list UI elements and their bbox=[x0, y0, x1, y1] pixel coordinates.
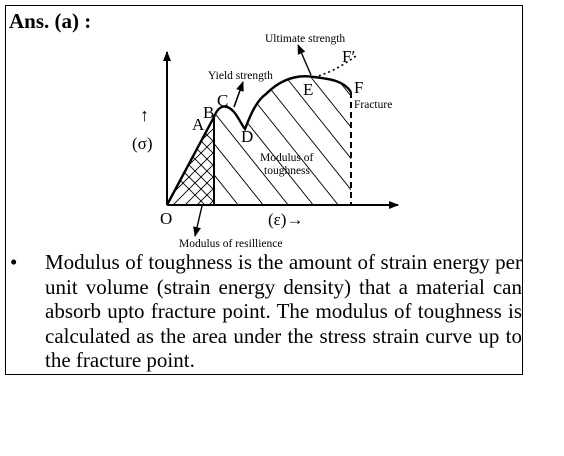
yield-strength-label: Yield strength bbox=[208, 70, 273, 82]
answer-box bbox=[5, 5, 523, 375]
bullet-marker: • bbox=[10, 250, 18, 274]
point-e-label: E bbox=[303, 80, 314, 99]
fracture-label: Fracture bbox=[354, 99, 393, 111]
ultimate-strength-label: Ultimate strength bbox=[265, 33, 346, 45]
stress-strain-diagram bbox=[6, 6, 522, 250]
stress-axis-arrow: ↑ bbox=[140, 105, 149, 125]
yield-strength-pointer bbox=[234, 82, 243, 107]
point-f-label: F bbox=[354, 78, 364, 97]
point-d-label: D bbox=[241, 127, 254, 146]
answer-heading: Ans. (a) : bbox=[9, 9, 92, 33]
stress-strain-curve bbox=[167, 76, 351, 205]
point-b-label: B bbox=[203, 103, 215, 122]
resilience-label: Modulus of resillience bbox=[179, 238, 283, 250]
bullet-text: Modulus of toughness is the amount of strain energy per unit volume (strain energy density) that a material can absorb upto fracture point. The modulus of toughness is calculated as the area under the stress strain curve up to the fracture point. bbox=[45, 250, 522, 372]
point-a-label: A bbox=[192, 115, 205, 134]
point-c-label: C bbox=[217, 91, 229, 110]
resilience-pointer bbox=[195, 206, 202, 236]
ultimate-strength-pointer bbox=[298, 45, 311, 75]
origin-label: O bbox=[160, 209, 173, 228]
stress-axis-label: (σ) bbox=[132, 134, 153, 153]
f-prime-label: F′ bbox=[342, 47, 356, 66]
toughness-label-line1: Modulus of bbox=[260, 152, 314, 164]
toughness-label-line2: toughness bbox=[264, 165, 310, 177]
strain-axis-label: (ε)→ bbox=[268, 210, 304, 229]
